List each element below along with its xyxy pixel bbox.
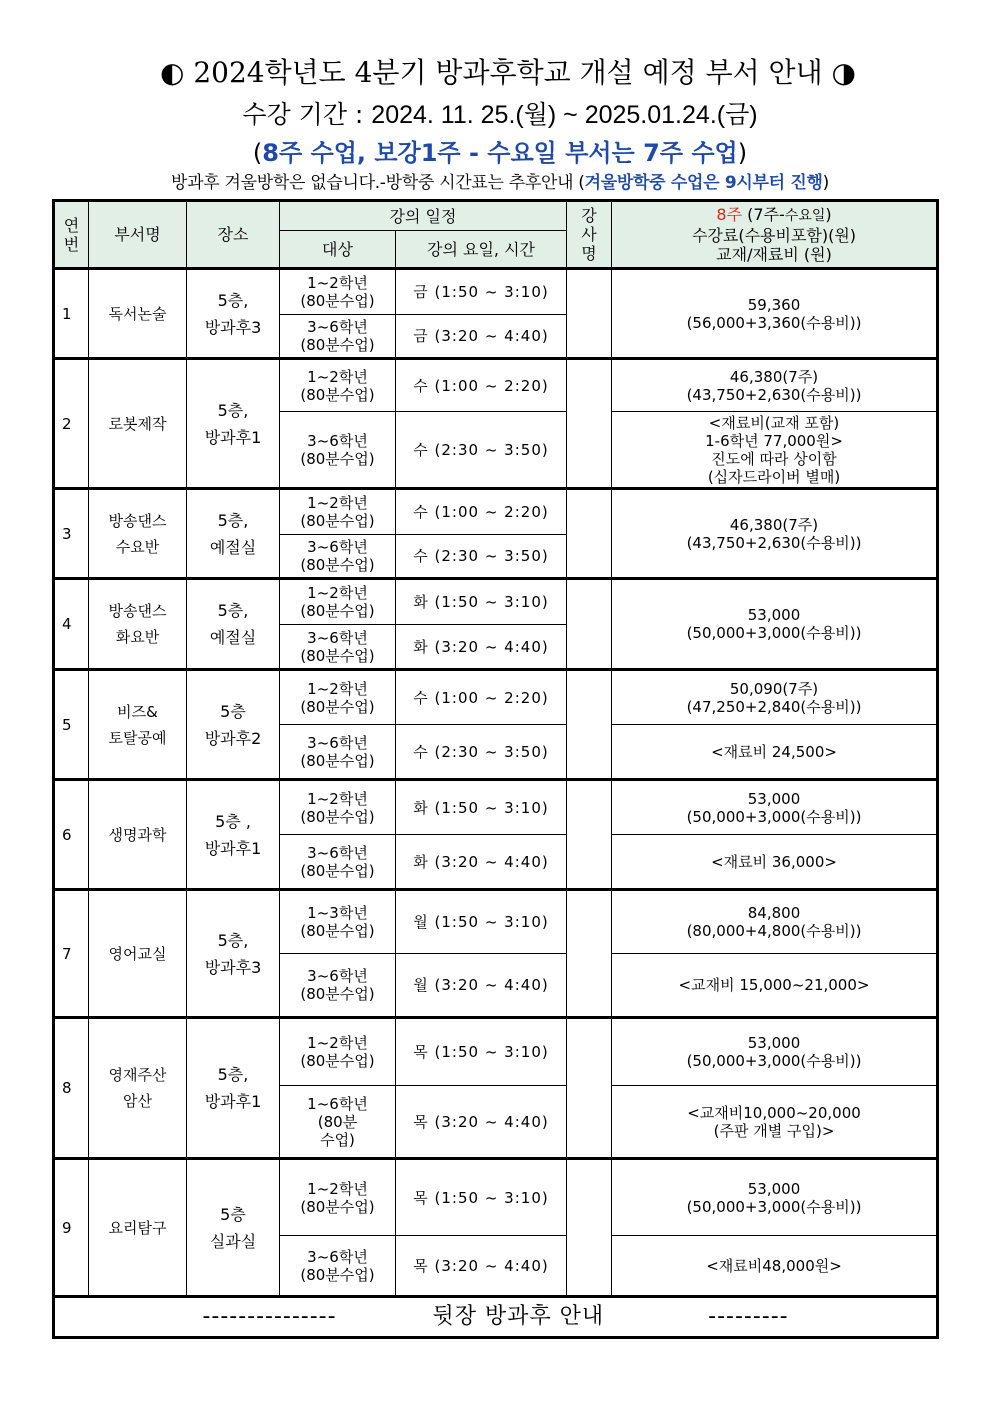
place: 5층, 예절실 <box>187 489 280 579</box>
row-no: 8 <box>54 1018 89 1159</box>
dept-name: 방송댄스 수요반 <box>89 489 187 579</box>
dept-name: 영재주산 암산 <box>89 1018 187 1159</box>
dept-name: 로봇제작 <box>89 359 187 489</box>
material: <교재비 15,000~21,000> <box>612 954 938 1018</box>
target-b: 3~6학년 (80분수업) <box>280 535 396 579</box>
teacher <box>567 359 612 489</box>
header-place: 장소 <box>187 201 280 269</box>
header-no: 연번 <box>54 201 89 269</box>
row-no: 6 <box>54 780 89 890</box>
winter-notice-close: ) <box>822 173 829 193</box>
place: 5층 , 방과후1 <box>187 780 280 890</box>
fee: 53,000 (50,000+3,000(수용비)) <box>612 1159 938 1236</box>
fee-header-line2: 수강료(수용비포함)(원) <box>691 226 857 245</box>
material: <교재비10,000~20,000 (주판 개별 구입)> <box>612 1086 938 1159</box>
time-a: 수 (1:00 ~ 2:20) <box>396 359 567 412</box>
dept-name: 비즈& 토탈공예 <box>89 670 187 780</box>
fee-header-line3: 교재/재료비 (원) <box>716 245 832 264</box>
schedule-table <box>52 199 939 1339</box>
material: <재료비 36,000> <box>612 835 938 890</box>
target-a: 1~2학년 (80분수업) <box>280 489 396 535</box>
place: 5층, 방과후1 <box>187 359 280 489</box>
footer-text: 뒷장 방과후 안내 <box>432 1304 605 1329</box>
fee: 53,000 (50,000+3,000(수용비)) <box>612 780 938 835</box>
target-b: 1~6학년 (80분 수업) <box>280 1086 396 1159</box>
time-a: 월 (1:50 ~ 3:10) <box>396 890 567 954</box>
header-target: 대상 <box>280 231 396 269</box>
target-a: 1~2학년 (80분수업) <box>280 780 396 835</box>
winter-notice <box>0 171 992 195</box>
dept-name: 방송댄스 화요반 <box>89 579 187 670</box>
footer-dashes-left: --------------- <box>202 1304 337 1329</box>
time-a: 목 (1:50 ~ 3:10) <box>396 1159 567 1236</box>
time-a: 화 (1:50 ~ 3:10) <box>396 780 567 835</box>
fee-weeks-wed: 수요일 <box>784 208 826 224</box>
row-no: 3 <box>54 489 89 579</box>
target-a: 1~2학년 (80분수업) <box>280 670 396 725</box>
row-no: 2 <box>54 359 89 489</box>
subtitle-text: 8주 수업, 보강1주 - 수요일 부서는 7주 수업 <box>262 139 738 167</box>
page-title: ◐ 2024학년도 4분기 방과후학교 개설 예정 부서 안내 ◑ <box>159 56 856 89</box>
fee: 50,090(7주) (47,250+2,840(수용비)) <box>612 670 938 725</box>
row-no: 7 <box>54 890 89 1018</box>
teacher <box>567 269 612 359</box>
target-b: 3~6학년 (80분수업) <box>280 1236 396 1297</box>
target-b: 3~6학년 (80분수업) <box>280 412 396 489</box>
place: 5층 실과실 <box>187 1159 280 1297</box>
teacher <box>567 1018 612 1159</box>
target-a: 1~2학년 (80분수업) <box>280 1159 396 1236</box>
dept-name: 요리탐구 <box>89 1159 187 1297</box>
row-no: 9 <box>54 1159 89 1297</box>
time-b: 화 (3:20 ~ 4:40) <box>396 625 567 670</box>
teacher <box>567 890 612 1018</box>
header-schedule: 강의 일정 <box>280 201 567 231</box>
place: 5층, 방과후1 <box>187 1018 280 1159</box>
footer-dashes-right: --------- <box>708 1304 789 1329</box>
time-a: 목 (1:50 ~ 3:10) <box>396 1018 567 1086</box>
row-no: 4 <box>54 579 89 670</box>
place: 5층, 방과후3 <box>187 269 280 359</box>
teacher <box>567 579 612 670</box>
fee-weeks: 8주 <box>716 205 743 224</box>
teacher <box>567 1159 612 1297</box>
target-b: 3~6학년 (80분수업) <box>280 954 396 1018</box>
fee: 46,380(7주) (43,750+2,630(수용비)) <box>612 489 938 579</box>
target-a: 1~2학년 (80분수업) <box>280 579 396 625</box>
target-b: 3~6학년 (80분수업) <box>280 725 396 780</box>
header-dept: 부서명 <box>89 201 187 269</box>
target-b: 3~6학년 (80분수업) <box>280 835 396 890</box>
paren-close: ) <box>737 139 748 167</box>
teacher <box>567 489 612 579</box>
time-a: 화 (1:50 ~ 3:10) <box>396 579 567 625</box>
target-b: 3~6학년 (80분수업) <box>280 315 396 359</box>
time-b: 수 (2:30 ~ 3:50) <box>396 412 567 489</box>
fee: 84,800 (80,000+4,800(수용비)) <box>612 890 938 954</box>
time-b: 목 (3:20 ~ 4:40) <box>396 1236 567 1297</box>
target-a: 1~2학년 (80분수업) <box>280 1018 396 1086</box>
course-period <box>0 98 992 132</box>
paren-open: ( <box>252 139 263 167</box>
target-a: 1~2학년 (80분수업) <box>280 269 396 315</box>
fee: 53,000 (50,000+3,000(수용비)) <box>612 1018 938 1086</box>
course-subtitle <box>0 137 992 169</box>
teacher <box>567 670 612 780</box>
dept-name: 생명과학 <box>89 780 187 890</box>
back-page-notice <box>54 1297 938 1338</box>
dept-name: 영어교실 <box>89 890 187 1018</box>
time-b: 화 (3:20 ~ 4:40) <box>396 835 567 890</box>
time-a: 수 (1:00 ~ 2:20) <box>396 489 567 535</box>
header-teacher: 강사명 <box>567 201 612 269</box>
place: 5층, 방과후3 <box>187 890 280 1018</box>
course-period-label: 수강 기간 : <box>242 100 372 129</box>
time-b: 목 (3:20 ~ 4:40) <box>396 1086 567 1159</box>
time-a: 금 (1:50 ~ 3:10) <box>396 269 567 315</box>
header-day-time: 강의 요일, 시간 <box>396 231 567 269</box>
material: <재료비48,000원> <box>612 1236 938 1297</box>
row-no: 5 <box>54 670 89 780</box>
target-a: 1~2학년 (80분수업) <box>280 359 396 412</box>
place: 5층 방과후2 <box>187 670 280 780</box>
time-b: 수 (2:30 ~ 3:50) <box>396 725 567 780</box>
fee: 46,380(7주) (43,750+2,630(수용비)) <box>612 359 938 412</box>
fee: 53,000 (50,000+3,000(수용비)) <box>612 579 938 670</box>
time-a: 수 (1:00 ~ 2:20) <box>396 670 567 725</box>
fee-weeks-paren: (7주- <box>747 205 785 224</box>
time-b: 금 (3:20 ~ 4:40) <box>396 315 567 359</box>
winter-notice-main: 방과후 겨울방학은 없습니다.-방학중 시간표는 추후안내 ( <box>171 173 585 193</box>
material: <재료비(교재 포함) 1-6학년 77,000원> 진도에 따라 상이함 (십자드라이버 별매) <box>612 412 938 489</box>
teacher <box>567 780 612 890</box>
fee-weeks-end: ) <box>825 205 832 224</box>
material: <재료비 24,500> <box>612 725 938 780</box>
header-fee <box>612 201 938 269</box>
course-period-dates: 2024. 11. 25.(월) ~ 2025.01.24.(금) <box>371 101 758 129</box>
winter-notice-highlight: 겨울방학중 수업은 9시부터 진행 <box>584 173 823 193</box>
dept-name: 독서논술 <box>89 269 187 359</box>
target-a: 1~3학년 (80분수업) <box>280 890 396 954</box>
fee: 59,360 (56,000+3,360(수용비)) <box>612 269 938 359</box>
target-b: 3~6학년 (80분수업) <box>280 625 396 670</box>
time-b: 수 (2:30 ~ 3:50) <box>396 535 567 579</box>
row-no: 1 <box>54 269 89 359</box>
time-b: 월 (3:20 ~ 4:40) <box>396 954 567 1018</box>
place: 5층, 예절실 <box>187 579 280 670</box>
